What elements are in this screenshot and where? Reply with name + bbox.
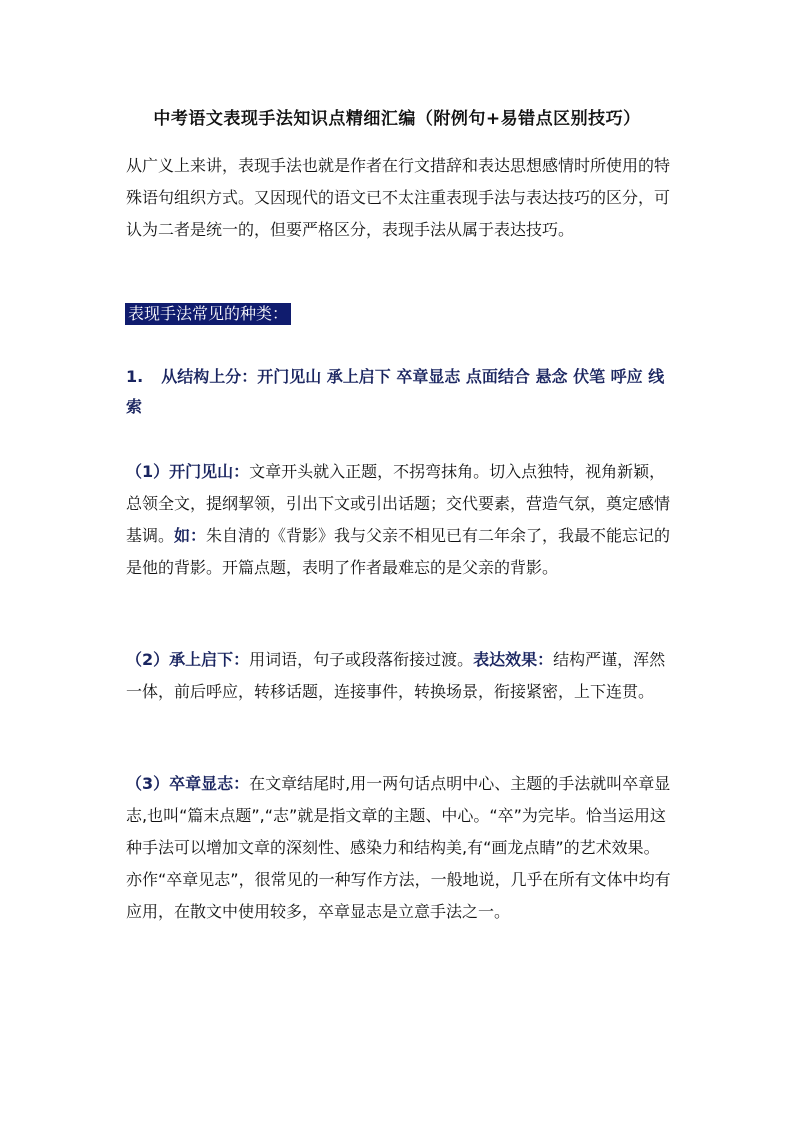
heading-number: 1. — [126, 367, 144, 386]
item-opening-paragraph — [126, 456, 671, 584]
intro-paragraph: 从广义上来讲，表现手法也就是作者在行文措辞和表达思想感情时所使用的特殊语句组织方式。又因现代的语文已不太注重表现手法与表达技巧的区分，可认为二者是统一的，但要严格区分，表现手法从属于表达技巧。 — [126, 156, 671, 239]
item-ending-paragraph — [126, 768, 671, 928]
heading-text: 从结构上分：开门见山 承上启下 卒章显志 点面结合 悬念 伏笔 呼应 线索 — [126, 367, 665, 416]
item-label: （3）卒章显志： — [126, 774, 250, 793]
item-text: 用词语，句子或段落衔接过渡。 — [249, 650, 474, 669]
item-text: 在文章结尾时,用一两句话点明中心、主题的手法就叫卒章显志,也叫“篇末点题”,“志”就是指文章的主题、中心。“卒”为完毕。恰当运用这种手法可以增加文章的深刻性、感染力和结构美,有“画龙点睛”的艺术效果。亦作“卒章见志”，很常见的一种写作方法，一般地说，几乎在所有文体中均有应用，在散文中使用较多，卒章显志是立意手法之一。 — [126, 774, 671, 921]
item-label: （2）承上启下： — [126, 650, 250, 669]
section-tag-highlight: 表现手法常见的种类： — [125, 303, 291, 325]
example-text: 朱自清的《背影》我与父亲不相见已有二年余了，我最不能忘记的是他的背影。开篇点题，表明了作者最难忘的是父亲的背影。 — [126, 526, 671, 577]
item-text: 文章开头就入正题，不拐弯抹角。切入点独特，视角新颖，总领全文，提纲挈领，引出下文或引出话题；交代要素，营造气氛，奠定感情基调。 — [126, 462, 671, 545]
effect-label: 表达效果： — [473, 650, 554, 669]
structure-heading — [126, 362, 671, 422]
item-transition-paragraph — [126, 644, 671, 708]
example-label: 如： — [174, 526, 207, 545]
document-title: 中考语文表现手法知识点精细汇编（附例句+易错点区别技巧） — [153, 109, 641, 129]
effect-text: 结构严谨，浑然一体，前后呼应，转移话题，连接事件，转换场景，衔接紧密，上下连贯。 — [126, 650, 666, 701]
item-label: （1）开门见山： — [126, 462, 250, 481]
